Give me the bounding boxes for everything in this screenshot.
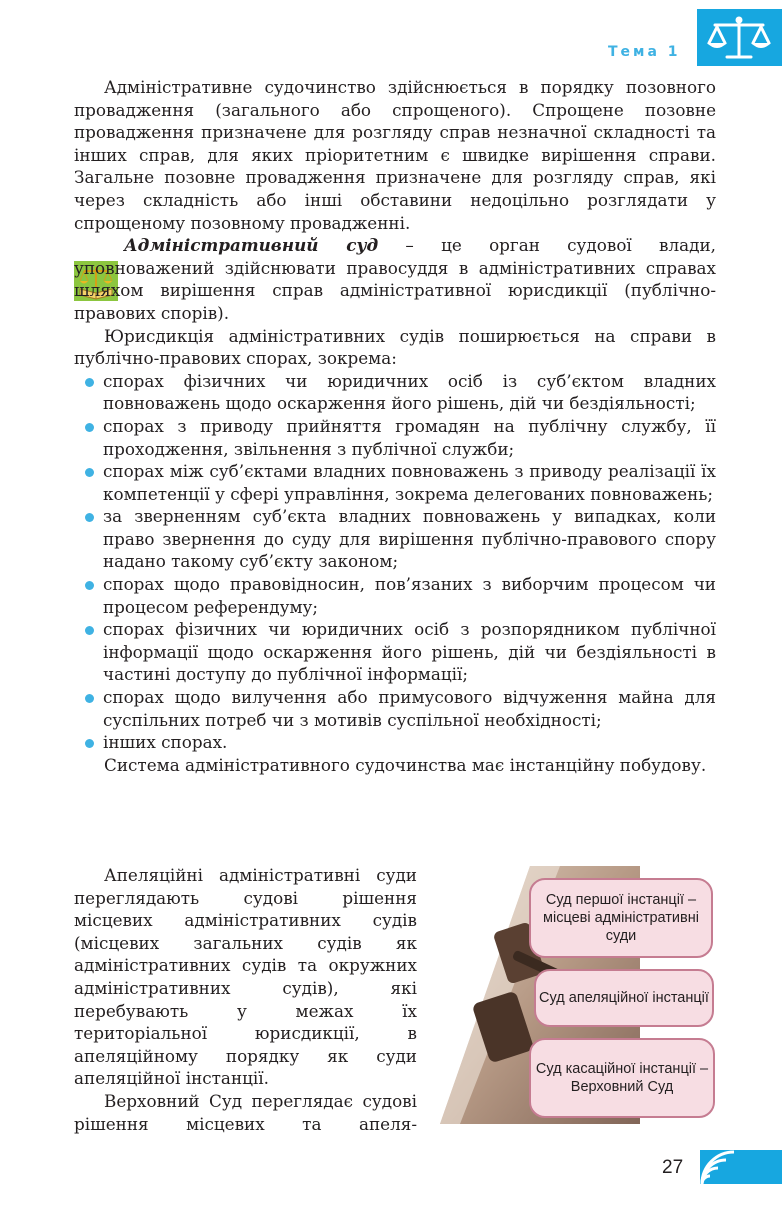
definition-term: Адміністративний суд — [124, 235, 379, 256]
court-instances-illustration — [440, 866, 730, 1126]
footer-corner-block — [700, 1150, 782, 1184]
jurisdiction-list — [74, 370, 716, 754]
list-item: спорах щодо вилучення або примусового відчуження майна для суспільних потреб чи з мотивів суспільної необхідності; — [74, 686, 716, 731]
card-first-instance: Суд першої інстанції – місцеві адміністративні суди — [529, 878, 713, 958]
list-item: спорах фізичних чи юридичних осіб з розпорядником публічної інформації щодо оскарження його рішень, дій чи бездіяльності в частині доступу до публічної інформації; — [74, 618, 716, 686]
main-text — [74, 76, 716, 776]
paragraph-jurisdiction: Юрисдикція адміністративних судів поширюється на справи в публічно-правових спорах, зокрема: — [74, 325, 716, 369]
definition-text: – це орган судової влади, уповноважений здійснювати правосуддя в адміністративних справах шляхом вирішення справ адміністративної юрисдикції (публічно-правових спорів). — [74, 235, 717, 323]
page-number: 27 — [662, 1157, 684, 1178]
list-item: спорах щодо правовідносин, пов’язаних з виборчим процесом чи процесом референдуму; — [74, 573, 716, 618]
definition-paragraph — [74, 234, 716, 324]
list-item: спорах фізичних чи юридичних осіб із суб’єктом владних повноважень щодо оскарження його рішень, дій чи бездіяльності; — [74, 370, 716, 415]
paragraph-procedure: Адміністративне судочинство здійснюється в порядку позовного провадження (загального або спрощеного). Спрощене позовне провадження призначене для розгляду справ незначної складності та інших справ, для яких пріоритетним є швидке вирішення справи. Загальне позовне провадження призначене для розгляду справ, які через складність або інші обставини недоцільно розглядати у спрощеному позовному провадженні. — [74, 77, 716, 233]
list-item: інших спорах. — [74, 731, 716, 754]
list-item: спорах з приводу прийняття громадян на публічну службу, її проходження, звільнення з публічної служби; — [74, 415, 716, 460]
paragraph-appeal: Апеляційні адміністративні суди переглядають судові рішення місцевих адміністративних судів (місцевих загальних судів як адміністративних судів та окружних адміністративних судів), які перебувають у межах їх територіальної юрисдикції, в апеляційному порядку як суди апеляційної інстанції. — [74, 865, 417, 1089]
paragraph-system: Система адміністративного судочинства має інстанційну побудову. — [104, 754, 707, 775]
scales-icon — [705, 15, 773, 61]
signal-waves-icon — [700, 1150, 782, 1184]
list-item: за зверненням суб’єкта владних повноважень у випадках, коли право звернення до суду для вирішення публічно-правового спору надано такому суб’єкту законом; — [74, 505, 716, 573]
left-column — [74, 864, 417, 1135]
paragraph-supreme: Верховний Суд переглядає судові рішення місцевих та апеля- — [74, 1090, 417, 1134]
card-appeal-instance: Суд апеляційної інстанції — [534, 969, 714, 1027]
topic-label: Тема 1 — [608, 44, 681, 60]
list-item: спорах між суб’єктами владних повноважень з приводу реалізації їх компетенції у сфері управління, зокрема делегованих повноважень; — [74, 460, 716, 505]
header-corner-block — [697, 9, 782, 66]
card-cassation-instance: Суд касаційної інстанції – Верховний Суд — [529, 1038, 715, 1118]
